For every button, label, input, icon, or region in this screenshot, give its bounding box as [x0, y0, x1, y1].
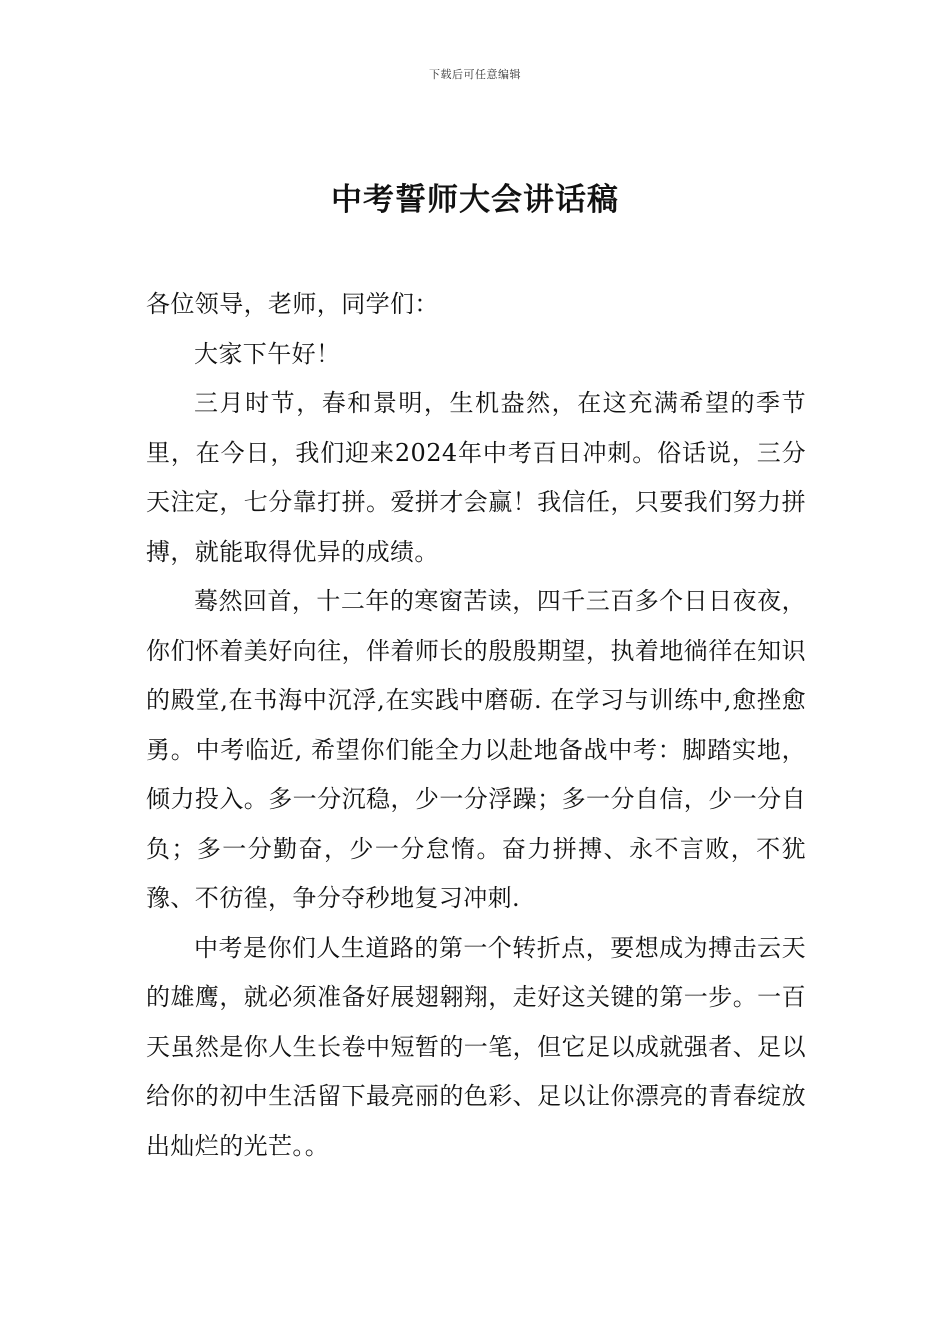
paragraph-3: 中考是你们人生道路的第一个转折点，要想成为搏击云天的雄鹰，就必须准备好展翅翱翔，走好这关键的第一步。一百天虽然是你人生长卷中短暂的一笔，但它足以成就强者、足以给你的初中生活留下最亮丽的色彩、足以让你漂亮的青春绽放出灿烂的光芒。。	[146, 933, 806, 1160]
paragraph-2: 蓦然回首，十二年的寒窗苦读，四千三百多个日日夜夜，你们怀着美好向往，伴着师长的殷殷期望，执着地徜徉在知识的殿堂,在书海中沉浮,在实践中磨砺. 在学习与训练中,愈挫愈勇。中考临近, 希望你们能全力以赴地备战中考：脚踏实地，倾力投入。多一分沉稳，少一分浮躁；多一分自信，少一分自负；多一分勤奋，少一分怠惰。奋力拼搏、永不言败，不犹豫、不彷徨，争分夺秒地复习冲刺.	[146, 587, 806, 912]
paragraph-greeting: 大家下午好！	[194, 339, 341, 368]
document-body	[146, 280, 806, 1171]
salutation: 各位领导，老师，同学们：	[146, 290, 439, 318]
page-header-note: 下载后可任意编辑	[429, 68, 521, 81]
document-title: 中考誓师大会讲话稿	[331, 182, 619, 218]
paragraph-1: 三月时节，春和景明，生机盎然，在这充满希望的季节里，在今日，我们迎来2024年中考百日冲刺。俗话说，三分天注定，七分靠打拼。爱拼才会赢！我信任，只要我们努力拼搏，就能取得优异的成绩。	[146, 389, 806, 566]
